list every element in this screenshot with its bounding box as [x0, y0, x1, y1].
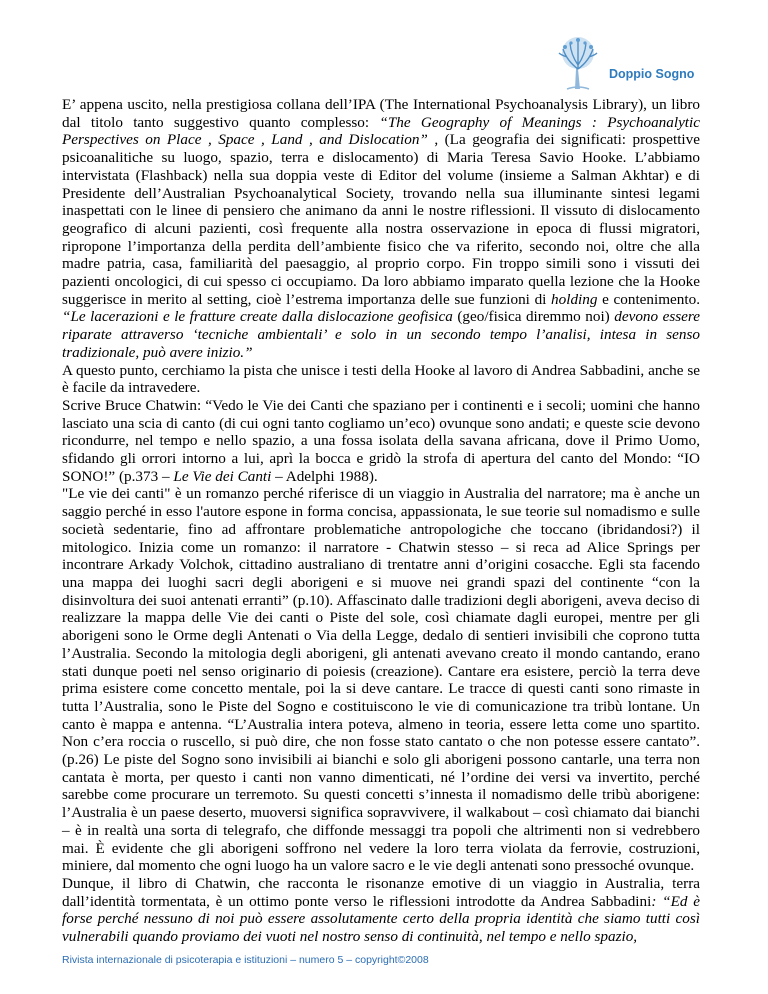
italic-run: “The Geography of Meanings : Psychoanalytic Perspectives on Place , Space , Land , and Dislocation” — [62, 113, 700, 149]
paragraph — [62, 96, 700, 362]
italic-run: “Le lacerazioni e le fratture create dalla dislocazione geofisica — [62, 308, 453, 326]
text-run: A questo punto, cerchiamo la pista che unisce i testi della Hooke al lavoro di Andrea Sabbadini, anche se è facile da intravedere. — [62, 361, 700, 397]
paragraph — [62, 875, 700, 946]
text-run: E’ appena uscito, nella prestigiosa collana dell’IPA (The International Psychoanalysis Library), un libro dal titolo tanto suggestivo quanto complesso: — [62, 96, 700, 131]
text-run: "Le vie dei canti" è un romanzo perché riferisce di un viaggio in Australia del narratore; ma è anche un saggio perché in esso l'autore espone in forma concisa, appassionata, le sue teorie sul nomadismo e sulle società sedentarie, fino ad affrontare problematiche antropologiche che toccano (ibridandosi?) il mitologico. Inizia come un romanzo: il narratore - Chatwin stesso – si reca ad Alice Springs per incontrare Arkady Volchok, cittadino australiano di trentatre anni d’origini cosacche. Egli sta facendo una mappa dei luoghi sacri degli aborigeni e si muove nei grandi spazi del continente “con la disinvoltura dei suoi antenati erranti” (p.10). Affascinato dalle tradizioni degli aborigeni, aveva deciso di realizzare la mappa delle Vie dei canti o Piste del sole, così chiamate dagli europei, mentre per gli aborigeni sono le Orme degli Antenati o Via della Legge, dedalo di sentieri invisibili che coprono tutta l’Australia. Secondo la mitologia degli aborigeni, gli antenati avevano creato il mondo cantando, erano stati dunque poeti nel senso originario di poiesis (creazione). Cantare era esistere, perciò la terra deve prima esistere come concetto mentale, poi la si deve cantare. Le tracce di questi canti sono rimaste in tutta l’Australia, sono le Piste del Sogno e costituiscono le vie di comunicazione tra tribù lontane. Un canto è mappa e antenna. “L’Australia intera poteva, almeno in teoria, essere letta come uno spartito. Non c’era roccia o ruscello, si può dire, che non fosse stato cantato o che non potesse essere cantato”. (p.26) Le piste del Sogno sono invisibili ai bianchi e solo gli aborigeni possono cantarle, una terra non cantata è morta, per questo i canti non vanno dimenticati, né l’ordine dei versi va invertito, perché sarebbe come procurare un terremoto. Su questi concetti s’innesta il nomadismo delle tribù aborigene: l’Australia è un paese deserto, muoversi significa sopravvivere, il walkabout – così chiamato dai bianchi – è in realtà una sorta di telegrafo, che diffonde messaggi tra popoli che altrimenti non si vedrebbero mai. È evidente che gli aborigeni soffrono nel vedere la loro terra violata da ferrovie, costruzioni, miniere, dal momento che ogni luogo ha un valore sacro e le vie degli antenati sono pressoché ovunque. — [62, 485, 700, 875]
italic-run: Le Vie dei Canti — [173, 467, 272, 485]
paragraph — [62, 485, 700, 874]
italic-run: devono essere riparate attraverso ‘tecniche ambientali’ e solo in un secondo tempo l’analisi, intesa in senso tradizionale, può avere inizio.” — [62, 308, 700, 361]
page-footer: Rivista internazionale di psicoterapia e istituzioni – numero 5 – copyright©2008 — [62, 954, 429, 966]
paragraph — [62, 397, 700, 486]
text-run: Scrive Bruce Chatwin: “Vedo le Vie dei Canti che spaziano per i continenti e i secoli; uomini che hanno lasciato una scia di canto (di cui ogni tanto cogliamo un’eco) ovunque sono andati; e queste scie devono ricondurre, nel tempo e nello spazio, a una fossa isolata della savana africana, dove il Primo Uomo, sfidando gli orrori intorno a lui, aprì la bocca e gridò la strofa di apertura del canto del Mondo: “IO SONO!” (p.373 – — [62, 396, 700, 485]
text-run: – Adelphi 1988). — [271, 467, 378, 485]
italic-run: : “Ed è forse perché nessuno di noi può essere assolutamente certo della propria identità che siamo tutti così vulnerabili quando proviamo dei vuoti nel nostro senso di continuità, nel tempo e nello spazio, — [62, 892, 700, 946]
text-run: (geo/fisica diremmo noi) — [452, 308, 615, 326]
tree-icon — [553, 35, 603, 91]
doppio-sogno-logo — [553, 35, 723, 95]
logo-text: Doppio Sogno — [609, 67, 695, 81]
article-body — [62, 96, 700, 946]
text-run: Dunque, il libro di Chatwin, che racconta le risonanze emotive di un viaggio in Australia, terra dall’identità tormentata, è un ottimo ponte verso le riflessioni introdotte da Andrea Sabbadini — [62, 874, 700, 910]
text-run: e contenimento. — [597, 290, 700, 308]
paragraph — [62, 362, 700, 397]
text-run: , (La geografia dei significati: prospettive psicoanalitiche su luogo, spazio, terra e dislocamento) di Maria Teresa Savio Hooke. L’abbiamo intervistata (Flashback) nella sua doppia veste di Editor del volume (insieme a Salman Akhtar) e di Presidente dell’Australian Psychoanalytical Society, trovando nella sua illuminante sintesi legami inaspettati con le linee di pensiero che animano da anni le nostre riflessioni. Il vissuto di dislocamento geografico di alcuni pazienti, così frequente alla nostra osservazione in epoca di flussi migratori, ripropone l’importanza della perdita dell’ambiente fisico che va riferito, secondo noi, oltre che alla madre patria, casa, familiarità del paesaggio, al proprio corpo. Fin troppo simili sono i vissuti dei pazienti oncologici, di cui spesso ci occupiamo. Da loro abbiamo imparato quella lezione che la Hooke suggerisce in merito al setting, cioè l’estrema importanza delle sue funzioni di — [62, 131, 700, 308]
italic-run: holding — [551, 290, 598, 308]
